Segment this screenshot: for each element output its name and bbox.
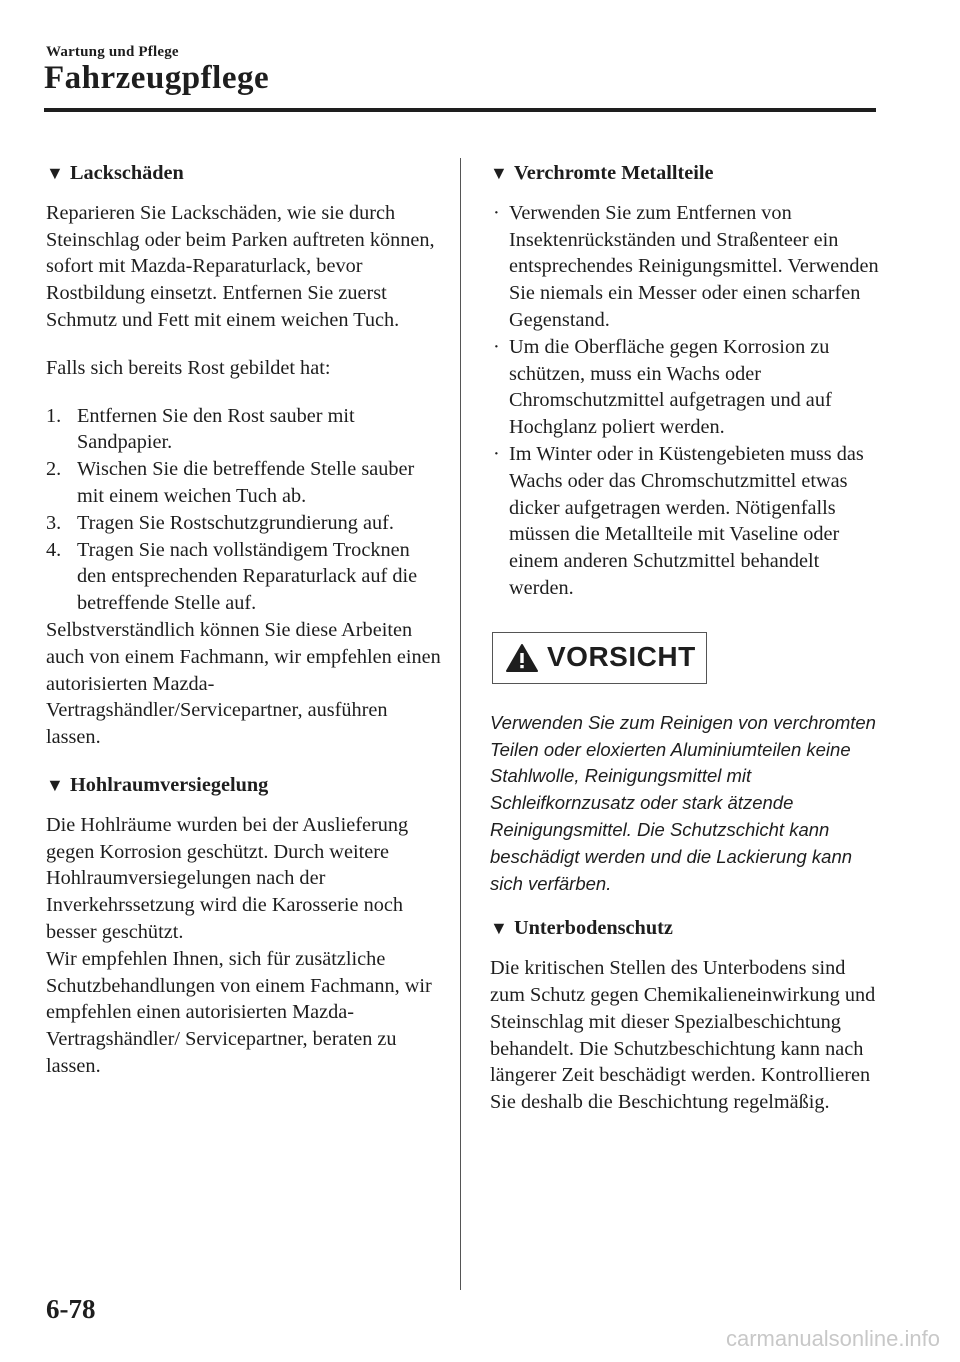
list-text: Im Winter oder in Küstengebieten muss das Wachs oder das Chromschutzmittel etwas dicker aufgetragen werden. Nötigenfalls müssen die Metallteile mit Vaseline oder einem anderen Schutzmittel behandelt werden.: [509, 442, 864, 599]
caution-text: Verwenden Sie zum Reinigen von verchromten Teilen oder eloxierten Aluminiumteilen keine Stahlwolle, Reinigungsmittel mit Schleifkornzusatz oder stark ätzende Reinigungsmittel. Die Schutzschicht kann beschädigt werden und die Lackierung kann sich verfärben.: [490, 711, 876, 894]
caution-label: VORSICHT: [547, 641, 696, 673]
heading-text: Hohlraumversiegelung: [70, 773, 269, 796]
numbered-list: [46, 403, 444, 617]
triangle-down-icon: ▼: [490, 163, 508, 183]
bullet-icon: ·: [493, 442, 500, 465]
list-number: 3.: [46, 511, 62, 534]
watermark: carmanualsonline.info: [725, 1326, 940, 1351]
section-heading-lack: [46, 160, 444, 187]
list-item: [46, 510, 444, 537]
bullet-icon: ·: [493, 201, 500, 224]
header-rule: [44, 108, 876, 112]
heading-text: Lackschäden: [70, 162, 184, 184]
list-text: Um die Oberfläche gegen Korrosion zu schützen, muss ein Wachs oder Chromschutzmittel aufgetragen und auf Hochglanz poliert werden.: [509, 335, 832, 439]
right-column: [490, 160, 880, 1137]
page-number: 6-78: [46, 1294, 96, 1324]
list-text: Tragen Sie Rostschutzgrundierung auf.: [77, 511, 394, 534]
list-text: Tragen Sie nach vollständigem Trocknen den entsprechenden Reparaturlack auf die betreffende Stelle auf.: [77, 538, 418, 615]
list-item: [490, 334, 880, 441]
bullet-list: [490, 200, 880, 602]
triangle-down-icon: ▼: [490, 918, 508, 939]
list-number: 1.: [46, 404, 62, 427]
bullet-icon: ·: [493, 335, 500, 358]
list-number: 2.: [46, 458, 62, 481]
list-text: Wischen Sie die betreffende Stelle sauber mit einem weichen Tuch ab.: [77, 458, 415, 507]
left-column: [46, 160, 444, 1101]
heading-text: Verchromte Metallteile: [514, 162, 714, 184]
section-heading-chrom: [490, 160, 880, 187]
list-number: 4.: [46, 538, 62, 561]
list-item: [46, 456, 444, 510]
list-item: [490, 441, 880, 602]
paragraph: Reparieren Sie Lackschäden, wie sie durch Steinschlag oder beim Parken auftreten können, sofort mit Mazda-Reparaturlack, bevor Rostbildung einsetzt. Entfernen Sie zuerst Schmutz und Fett mit einem weichen Tuch.: [46, 201, 435, 331]
section-heading-hohl: [46, 772, 444, 799]
list-item: [46, 537, 444, 617]
heading-text: Unterbodenschutz: [514, 917, 673, 940]
triangle-down-icon: ▼: [46, 774, 64, 795]
paragraph: Die kritischen Stellen des Unterbodens sind zum Schutz gegen Chemikalieneinwirkung und Steinschlag mit dieser Spezialbeschichtung behandelt. Die Schutzbeschichtung kann nach längerer Zeit beschädigt werden. Kontrollieren Sie deshalb die Beschichtung regelmäßig.: [490, 957, 876, 1114]
list-item: [46, 403, 444, 457]
warning-icon: [505, 643, 539, 673]
paragraph: Falls sich bereits Rost gebildet hat:: [46, 356, 331, 379]
triangle-down-icon: ▼: [46, 163, 64, 183]
caution-box: [492, 632, 707, 684]
list-text: Verwenden Sie zum Entfernen von Insektenrückständen und Straßenteer ein entsprechendes Reinigungsmittel. Verwenden Sie niemals ein Messer oder einen scharfen Gegenstand.: [509, 201, 879, 331]
page-title: Fahrzeugpflege: [44, 60, 270, 96]
list-text: Entfernen Sie den Rost sauber mit Sandpapier.: [77, 404, 355, 454]
paragraph: Selbstverständlich können Sie diese Arbeiten auch von einem Fachmann, wir empfehlen einen autorisierten Mazda-Vertragshändler/Servicepartner, ausführen lassen.: [46, 618, 441, 749]
section-heading-unter: [490, 915, 880, 942]
chapter-label: Wartung und Pflege: [46, 44, 179, 60]
paragraph: Die Hohlräume wurden bei der Auslieferung gegen Korrosion geschützt. Durch weitere Hohlraumversiegelungen nach der Inverkehrssetzung wird die Karosserie noch besser geschützt.: [46, 813, 409, 943]
list-item: [490, 200, 880, 334]
paragraph: Wir empfehlen Ihnen, sich für zusätzliche Schutzbehandlungen von einem Fachmann, wir empfehlen einen autorisierten Mazda-Vertragshändler/ Servicepartner, beraten zu lassen.: [46, 947, 432, 1077]
column-divider: [460, 158, 461, 1290]
